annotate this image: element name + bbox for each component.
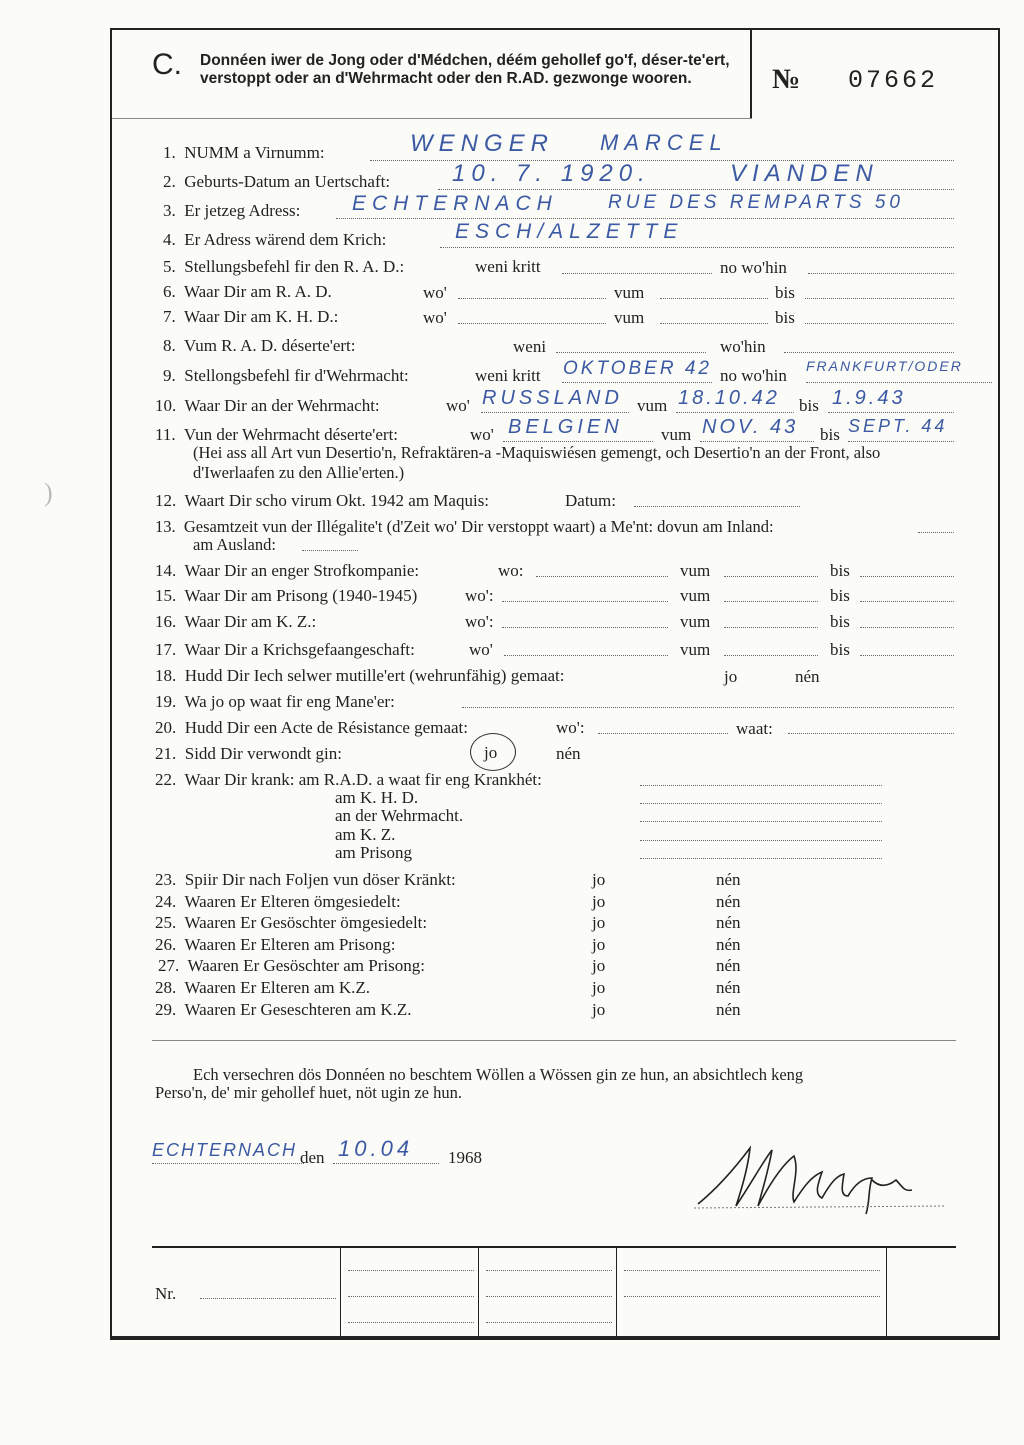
field-date[interactable]	[333, 1163, 439, 1164]
row-9-when-label: weni kritt	[475, 366, 541, 385]
field-illness-prison[interactable]	[640, 858, 882, 859]
row-12-date-label: Datum:	[565, 491, 616, 510]
row-8-when-label: weni	[513, 337, 547, 356]
field-khd-from[interactable]	[660, 323, 768, 324]
footer-col-4	[886, 1248, 887, 1336]
field-rad-at-where[interactable]	[458, 298, 606, 299]
row-7-to-label: bis	[775, 308, 795, 327]
row-15: 15. Waar Dir am Prisong (1940-1945)	[155, 586, 418, 605]
field-rad-where[interactable]	[808, 273, 954, 274]
field-pow-where[interactable]	[504, 655, 668, 656]
row-17-where-label: wo'	[469, 640, 493, 659]
field-khd-to[interactable]	[805, 323, 954, 324]
field-kz-from[interactable]	[724, 627, 818, 628]
row-5-where-label: no wo'hin	[720, 258, 787, 277]
row-7-from-label: vum	[614, 308, 645, 327]
row-19: 19. Wa jo op waat fir eng Mane'er:	[155, 692, 395, 711]
field-rad-at-from[interactable]	[660, 298, 768, 299]
handwritten-desert-where: BELGIEN	[508, 416, 623, 438]
field-illness-wehrmacht[interactable]	[640, 821, 882, 822]
year: 1968	[448, 1148, 482, 1167]
no-option[interactable]: nén	[716, 892, 741, 911]
field-desert-to[interactable]	[848, 441, 954, 442]
footer-cell-2a[interactable]	[486, 1270, 612, 1271]
row-17-from-label: vum	[680, 640, 711, 659]
field-resistance-where[interactable]	[598, 733, 728, 734]
row-6-to-label: bis	[775, 283, 795, 302]
row-18: 18. Hudd Dir Iech selwer mutille'ert (wehrunfähig) gemaat:	[155, 666, 565, 685]
field-strof-where[interactable]	[536, 576, 668, 577]
row-9-where-label: no wo'hin	[720, 366, 787, 385]
field-rad-desert-when[interactable]	[556, 352, 706, 353]
footer-col-2	[478, 1248, 479, 1336]
row-21-yes[interactable]: jo	[484, 743, 498, 762]
field-kz-where[interactable]	[502, 627, 668, 628]
no-option[interactable]: nén	[716, 1000, 741, 1019]
handwritten-address-town: ECHTERNACH	[352, 192, 558, 215]
nr-label: Nr.	[155, 1284, 177, 1303]
row-17-to-label: bis	[830, 640, 850, 659]
row-11-from-label: vum	[661, 425, 692, 444]
field-manner[interactable]	[462, 707, 954, 708]
footer-cell-3b[interactable]	[624, 1296, 880, 1297]
yes-option[interactable]: jo	[592, 1000, 606, 1019]
row-7-where-label: wo'	[423, 308, 447, 327]
row-12: 12. Waart Dir scho virum Okt. 1942 am Maquis:	[155, 491, 490, 510]
field-wehrmacht-where[interactable]	[806, 382, 992, 383]
handwritten-birth-date: 10. 7. 1920.	[452, 160, 651, 187]
row-24: 24. Waaren Er Elteren ömgesiedelt:	[155, 892, 401, 911]
field-khd-where[interactable]	[458, 323, 606, 324]
row-10-to-label: bis	[799, 396, 819, 415]
header-title: Donnéen iwer de Jong oder d'Médchen, déém gehollef go'f, déser-te'ert, verstoppt oder an d'Wehrmacht oder den R.AD. gezwonge wooren.	[200, 52, 730, 87]
footer-cell-2b[interactable]	[486, 1296, 612, 1297]
footer-bottom-line	[110, 1336, 998, 1338]
row-3: 3. Er jetzeg Adress:	[163, 201, 301, 220]
row-10: 10. Waar Dir an der Wehrmacht:	[155, 396, 380, 415]
handwritten-address-street: RUE DES REMPARTS 50	[608, 192, 904, 213]
field-maquis-date[interactable]	[634, 506, 800, 507]
separator-line	[152, 1040, 956, 1041]
row-15-from-label: vum	[680, 586, 711, 605]
footer-cell-2c[interactable]	[486, 1322, 612, 1323]
row-7: 7. Waar Dir am K. H. D.:	[163, 307, 339, 326]
number-label: №	[772, 64, 801, 95]
field-service-from[interactable]	[676, 412, 794, 413]
row-23: 23. Spiir Dir nach Foljen vun döser Kränkt:	[155, 870, 456, 889]
form-number: 07662	[848, 66, 939, 95]
footer-cell-1b[interactable]	[348, 1296, 474, 1297]
handwritten-name: WENGER	[410, 130, 554, 157]
row-16-where-label: wo':	[465, 612, 494, 631]
handwritten-desert-to: SEPT. 44	[848, 416, 948, 436]
no-option[interactable]: nén	[716, 935, 741, 954]
footer-top-line	[152, 1246, 956, 1248]
yes-option[interactable]: jo	[592, 978, 606, 997]
row-16-to-label: bis	[830, 612, 850, 631]
header-divider	[750, 30, 752, 118]
row-20: 20. Hudd Dir een Acte de Résistance gemaat:	[155, 718, 468, 737]
field-illness-rad[interactable]	[640, 785, 882, 786]
row-22-kz: am K. Z.	[335, 825, 396, 844]
field-illness-khd[interactable]	[640, 803, 882, 804]
row-16: 16. Waar Dir am K. Z.:	[155, 612, 317, 631]
field-wehrmacht-when[interactable]	[562, 382, 712, 383]
handwritten-war-address: ESCH/ALZETTE	[455, 220, 684, 243]
field-kz-to[interactable]	[860, 627, 954, 628]
yes-option[interactable]: jo	[592, 935, 606, 954]
row-8: 8. Vum R. A. D. déserte'ert:	[163, 336, 356, 355]
row-21: 21. Sidd Dir verwondt gin:	[155, 744, 342, 763]
row-4: 4. Er Adress wärend dem Krich:	[163, 230, 387, 249]
footer-cell-1a[interactable]	[348, 1270, 474, 1271]
row-6-where-label: wo'	[423, 283, 447, 302]
field-pow-from[interactable]	[724, 655, 818, 656]
no-option[interactable]: nén	[716, 913, 741, 932]
handwritten-service-where: RUSSLAND	[482, 387, 623, 409]
row-20-where-label: wo':	[556, 718, 585, 737]
row-5: 5. Stellungsbefehl fir den R. A. D.:	[163, 257, 405, 276]
footer-col-3	[616, 1248, 617, 1336]
row-11: 11. Vun der Wehrmacht déserte'ert:	[155, 425, 399, 444]
row-27: 27. Waaren Er Gesöschter am Prisong:	[158, 956, 425, 975]
row-10-from-label: vum	[637, 396, 668, 415]
row-8-where-label: wo'hin	[720, 337, 766, 356]
header-underline	[112, 118, 752, 119]
field-nr[interactable]	[200, 1298, 336, 1299]
row-15-to-label: bis	[830, 586, 850, 605]
den-label: den	[300, 1148, 325, 1167]
row-14-where-label: wo:	[498, 561, 524, 580]
field-war-address-line[interactable]	[440, 247, 954, 248]
field-desert-where[interactable]	[503, 441, 653, 442]
row-11-to-label: bis	[820, 425, 840, 444]
handwritten-wehrmacht-when: OKTOBER 42	[563, 358, 712, 379]
row-29: 29. Waaren Er Geseschteren am K.Z.	[155, 1000, 412, 1019]
no-option[interactable]: nén	[716, 956, 741, 975]
desertion-note: (Hei ass all Art vun Desertio'n, Refraktären-a -Maquiswiésen gemengt, och Desertio'n an der Front, also d'Iwerlaafen zu den Allie'erten.)	[193, 443, 881, 482]
row-15-where-label: wo':	[465, 586, 494, 605]
row-18-no[interactable]: nén	[795, 667, 820, 686]
footer-cell-3a[interactable]	[624, 1270, 880, 1271]
handwritten-place: ECHTERNACH	[152, 1140, 298, 1160]
row-14: 14. Waar Dir an enger Strofkompanie:	[155, 561, 420, 580]
signature-drawing	[690, 1136, 950, 1216]
row-22-khd: am K. H. D.	[335, 788, 419, 807]
yes-option[interactable]: jo	[592, 913, 606, 932]
row-6: 6. Waar Dir am R. A. D.	[163, 282, 332, 301]
row-21-no[interactable]: nén	[556, 744, 581, 763]
field-desert-from[interactable]	[700, 441, 814, 442]
handwritten-service-to: 1.9.43	[832, 387, 906, 409]
row-13-abroad-label: am Ausland:	[193, 535, 276, 554]
handwritten-wehrmacht-where: FRANKFURT/ODER	[806, 358, 963, 374]
no-option[interactable]: nén	[716, 870, 741, 889]
row-14-from-label: vum	[680, 561, 711, 580]
margin-mark: )	[44, 478, 53, 507]
row-13: 13. Gesamtzeit vun der Illégalite't (d'Zeit wo' Dir verstoppt waart) a Me'nt: dovun am Inland:	[155, 517, 774, 536]
field-prison-where[interactable]	[502, 601, 668, 602]
handwritten-desert-from: NOV. 43	[702, 416, 799, 438]
yes-option[interactable]: jo	[592, 892, 606, 911]
field-resistance-what[interactable]	[788, 733, 954, 734]
row-22: 22. Waar Dir krank: am R.A.D. a waat fir eng Krankhét:	[155, 770, 542, 789]
row-20-what-label: waat:	[736, 719, 773, 738]
row-11-where-label: wo'	[470, 425, 494, 444]
handwritten-service-from: 18.10.42	[678, 387, 780, 409]
signature	[690, 1136, 950, 1216]
field-abroad[interactable]	[302, 550, 358, 551]
field-pow-to[interactable]	[860, 655, 954, 656]
yes-option[interactable]: jo	[592, 870, 606, 889]
field-rad-at-to[interactable]	[805, 298, 954, 299]
row-22-wehrmacht: an der Wehrmacht.	[335, 806, 464, 825]
field-strof-from[interactable]	[724, 576, 818, 577]
row-9: 9. Stellongsbefehl fir d'Wehrmacht:	[163, 366, 409, 385]
row-14-to-label: bis	[830, 561, 850, 580]
section-letter: C.	[152, 48, 182, 81]
handwritten-date: 10.04	[338, 1136, 414, 1161]
row-1: 1. NUMM a Virnumm:	[163, 143, 325, 162]
field-address-line[interactable]	[336, 218, 954, 219]
declaration-line-2: Perso'n, de' mir gehollef huet, nöt ugin ze hun.	[155, 1083, 463, 1102]
footer-col-1	[340, 1248, 341, 1336]
field-illness-kz[interactable]	[640, 840, 882, 841]
row-6-from-label: vum	[614, 283, 645, 302]
no-option[interactable]: nén	[716, 978, 741, 997]
row-5-when-label: weni kritt	[475, 257, 541, 276]
field-birth-line[interactable]	[438, 189, 954, 190]
row-17: 17. Waar Dir a Krichsgefaangeschaft:	[155, 640, 415, 659]
row-2: 2. Geburts-Datum an Uertschaft:	[163, 172, 391, 191]
row-26: 26. Waaren Er Elteren am Prisong:	[155, 935, 396, 954]
field-rad-desert-where[interactable]	[784, 352, 954, 353]
row-22-prison: am Prisong	[335, 843, 412, 862]
field-rad-when[interactable]	[562, 273, 712, 274]
handwritten-firstname: MARCEL	[600, 130, 728, 155]
field-prison-to[interactable]	[860, 601, 954, 602]
field-service-where[interactable]	[481, 412, 629, 413]
yes-option[interactable]: jo	[592, 956, 606, 975]
row-10-where-label: wo'	[446, 396, 470, 415]
field-prison-from[interactable]	[724, 601, 818, 602]
row-28: 28. Waaren Er Elteren am K.Z.	[155, 978, 370, 997]
row-25: 25. Waaren Er Gesöschter ömgesiedelt:	[155, 913, 428, 932]
declaration-line-1: Ech versechren dös Donnéen no beschtem Wöllen a Wössen gin ze hun, an absichtlech keng	[193, 1065, 804, 1084]
row-18-yes[interactable]: jo	[724, 667, 738, 686]
field-service-to[interactable]	[828, 412, 954, 413]
field-place[interactable]	[152, 1163, 304, 1164]
field-strof-to[interactable]	[860, 576, 954, 577]
footer-cell-1c[interactable]	[348, 1322, 474, 1323]
handwritten-birth-place: VIANDEN	[730, 160, 879, 187]
row-16-from-label: vum	[680, 612, 711, 631]
field-inland[interactable]	[918, 532, 954, 533]
